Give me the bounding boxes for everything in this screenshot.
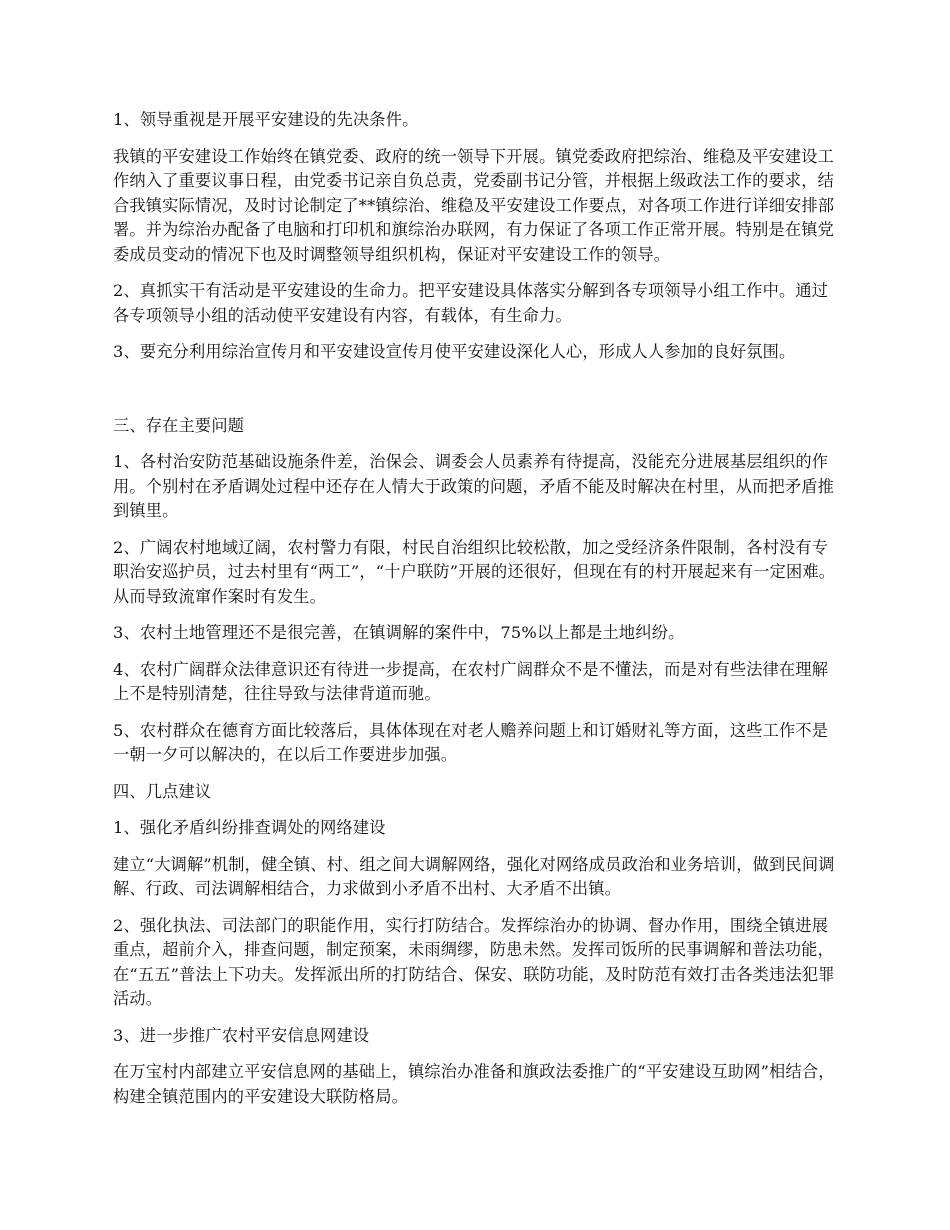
item-heading-1: 1、领导重视是开展平安建设的先决条件。	[113, 110, 419, 129]
document-page	[113, 108, 843, 1121]
suggestion-item-2: 2、强化执法、司法部门的职能作用，实行打防结合。发挥综治办的协调、督办作用，围绕全镇进展重点，超前介入，排查问题，制定预案，未雨绸缪，防患未然。发挥司饭所的民事调解和普法功能，在“五五”普法上下功夫。发挥派出所的打防结合、保安、联防功能，及时防范有效打击各类违法犯罪活动。	[113, 915, 835, 1008]
section-heading-problems: 三、存在主要问题	[113, 415, 245, 435]
problem-item-1: 1、各村治安防范基础设施条件差，治保会、调委会人员素养有待提高，没能充分进展基层组织的作用。个别村在矛盾调处过程中还存在人情大于政策的问题，矛盾不能及时解决在村里，从而把矛盾推到镇里。	[113, 452, 835, 520]
section-heading-suggestions: 四、几点建议	[113, 781, 212, 801]
section-gap	[113, 377, 843, 414]
problem-item-3: 3、农村土地管理还不是很完善，在镇调解的案件中，75%以上都是土地纠纷。	[113, 623, 685, 642]
suggestion-heading-3: 3、进一步推广农村平安信息网建设	[113, 1025, 370, 1045]
suggestion-body-1: 建立“大调解”机制，健全镇、村、组之间大调解网络，强化对网络成员政治和业务培训，做到民间调解、行政、司法调解相结合，力求做到小矛盾不出村、大矛盾不出镇。	[113, 854, 835, 898]
paragraph-publicity: 3、要充分利用综治宣传月和平安建设宣传月使平安建设深化人心，形成人人参加的良好氛围。	[113, 342, 796, 361]
problem-item-5: 5、农村群众在德育方面比较落后，具体体现在对老人赡养问题上和订婚财礼等方面，这些工作不是一朝一夕可以解决的，在以后工作要进步加强。	[113, 720, 829, 764]
problem-item-2: 2、广阔农村地域辽阔，农村警力有限，村民自治组织比较松散，加之受经济条件限制，各村没有专职治安巡护员，过去村里有“两工”，“十户联防”开展的还很好，但现在有的村开展起来有一定困难。从而导致流窜作案时有发生。	[113, 537, 836, 606]
problem-item-4: 4、农村广阔群众法律意识还有待进一步提高，在农村广阔群众不是不懂法，而是对有些法律在理解上不是特别清楚，往往导致与法律背道而驰。	[113, 659, 829, 703]
suggestion-body-3: 在万宝村内部建立平安信息网的基础上，镇综治办准备和旗政法委推广的“平安建设互助网”相结合，构建全镇范围内的平安建设大联防格局。	[113, 1062, 835, 1106]
paragraph-leadership: 我镇的平安建设工作始终在镇党委、政府的统一领导下开展。镇党委政府把综治、维稳及平安建设工作纳入了重要议事日程，由党委书记亲自负总责，党委副书记分管，并根据上级政法工作的要求，结合我镇实际情况，及时讨论制定了**镇综治、维稳及平安建设工作要点，对各项工作进行详细安排部署。并为综治办配备了电脑和打印机和旗综治办联网，有力保证了各项工作正常开展。特别是在镇党委成员变动的情况下也及时调整领导组织机构，保证对平安建设工作的领导。	[113, 146, 835, 264]
suggestion-heading-1: 1、强化矛盾纠纷排查调处的网络建设	[113, 818, 386, 837]
paragraph-activities: 2、真抓实干有活动是平安建设的生命力。把平安建设具体落实分解到各专项领导小组工作中。通过各专项领导小组的活动使平安建设有内容，有载体，有生命力。	[113, 281, 829, 325]
